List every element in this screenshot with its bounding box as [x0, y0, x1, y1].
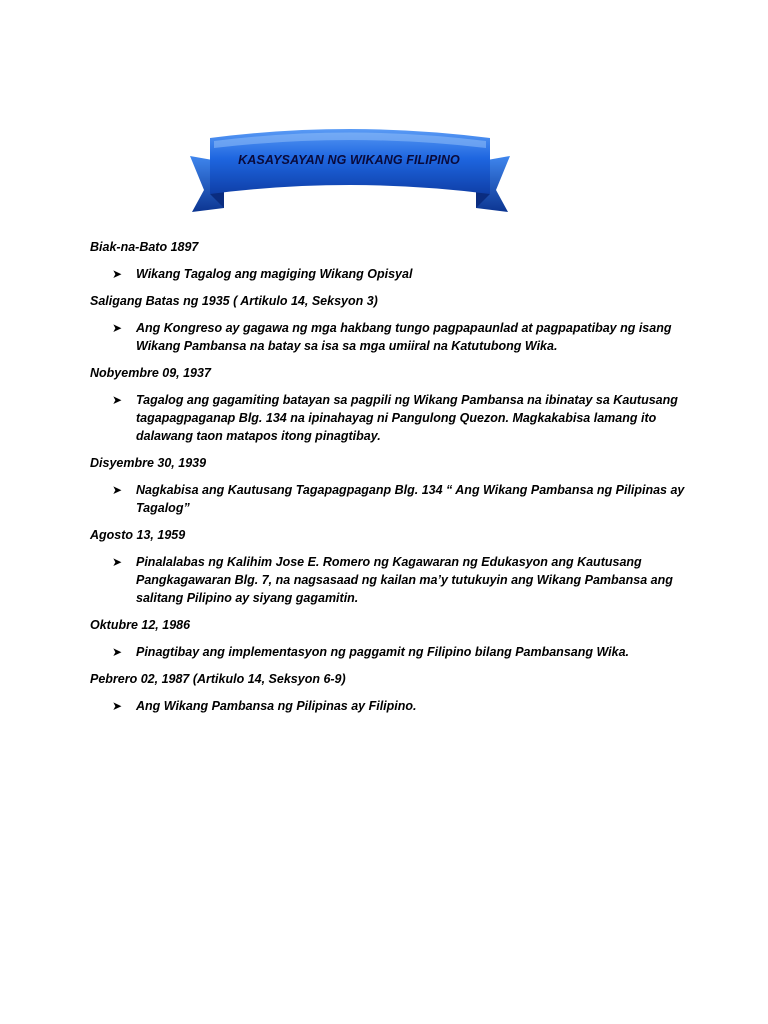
entry-bullet-text: Pinalalabas ng Kalihim Jose E. Romero ng Kagawaran ng Edukasyon ang Kautusang Pangkagawaran Blg. 7, na nagsasaad ng kailan ma’y tutukuyin ang Wikang Pambansa ang salitang Pilipino ay siyang gagamitin.	[136, 555, 673, 605]
entry-bullet-text: Tagalog ang gagamiting batayan sa pagpili ng Wikang Pambansa na ibinatay sa Kautusang tagapagpaganap Blg. 134 na ipinahayag ni Pangulong Quezon. Magkakabisa lamang ito dalawang taon matapos itong pinagtibay.	[136, 393, 678, 443]
arrow-bullet-icon: ➤	[112, 645, 123, 659]
timeline-entry	[90, 364, 690, 445]
entry-bullet	[112, 319, 690, 355]
entry-heading: Oktubre 12, 1986	[90, 618, 191, 632]
entry-bullet	[112, 643, 690, 661]
timeline	[90, 238, 690, 724]
entry-bullet-text: Ang Kongreso ay gagawa ng mga hakbang tungo pagpapaunlad at pagpapatibay ng isang Wikang Pambansa na batay sa isa sa mga umiiral na Katutubong Wika.	[136, 321, 672, 353]
ribbon-graphic	[180, 108, 520, 236]
entry-bullet	[112, 481, 690, 517]
entry-heading: Agosto 13, 1959	[90, 528, 186, 542]
entry-bullet-text: Ang Wikang Pambansa ng Pilipinas ay Filipino.	[136, 699, 417, 713]
timeline-entry	[90, 292, 690, 355]
entry-bullet-text: Wikang Tagalog ang magiging Wikang Opisyal	[136, 267, 413, 281]
timeline-entry	[90, 670, 690, 715]
timeline-entry	[90, 526, 690, 607]
entry-heading: Pebrero 02, 1987 (Artikulo 14, Seksyon 6-9)	[90, 672, 346, 686]
title-banner	[180, 108, 520, 236]
entry-bullet-text: Pinagtibay ang implementasyon ng paggamit ng Filipino bilang Pambansang Wika.	[136, 645, 630, 659]
arrow-bullet-icon: ➤	[112, 555, 123, 569]
arrow-bullet-icon: ➤	[112, 699, 123, 713]
entry-bullet	[112, 553, 690, 607]
page-title: KASAYSAYAN NG WIKANG FILIPINO	[238, 153, 460, 167]
arrow-bullet-icon: ➤	[112, 483, 123, 497]
timeline-entry	[90, 616, 690, 661]
timeline-entry	[90, 238, 690, 283]
arrow-bullet-icon: ➤	[112, 321, 123, 335]
entry-heading: Disyembre 30, 1939	[90, 456, 207, 470]
timeline-entry	[90, 454, 690, 517]
entry-bullet	[112, 697, 690, 715]
entry-heading: Biak-na-Bato 1897	[90, 240, 199, 254]
arrow-bullet-icon: ➤	[112, 393, 123, 407]
arrow-bullet-icon: ➤	[112, 267, 123, 281]
entry-bullet	[112, 391, 690, 445]
entry-heading: Saligang Batas ng 1935 ( Artikulo 14, Seksyon 3)	[90, 294, 378, 308]
entry-heading: Nobyembre 09, 1937	[90, 366, 211, 380]
entry-bullet-text: Nagkabisa ang Kautusang Tagapagpaganp Blg. 134 “ Ang Wikang Pambansa ng Pilipinas ay Tagalog”	[136, 483, 685, 515]
entry-bullet	[112, 265, 690, 283]
